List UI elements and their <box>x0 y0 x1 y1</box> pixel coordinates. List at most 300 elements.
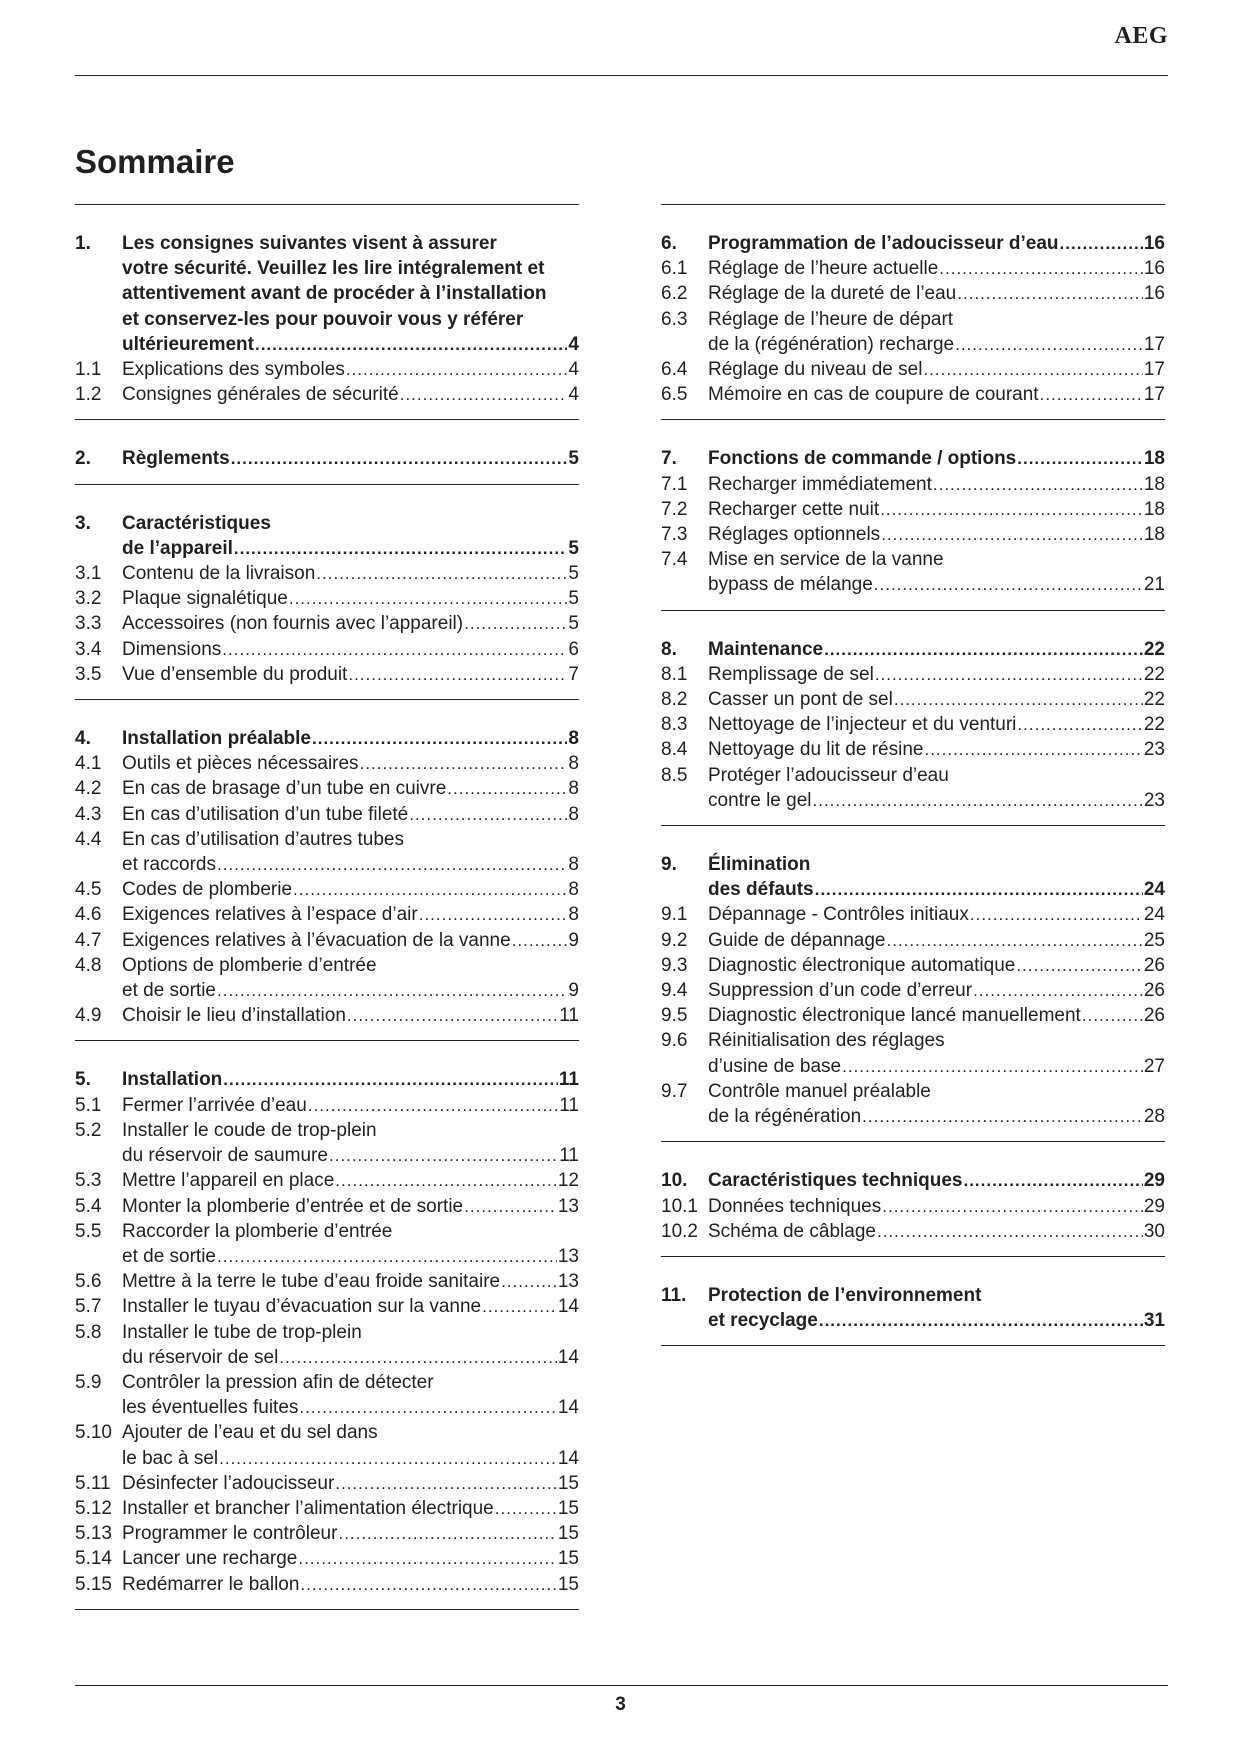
toc-entry-title: Installer le tuyau d’évacuation sur la vanne <box>122 1296 482 1318</box>
toc-chapter-entry[interactable] <box>661 231 1165 256</box>
toc-entry-page: 31 <box>1143 1310 1165 1332</box>
dot-leader <box>447 776 567 801</box>
toc-entry-title-line: Caractéristiques <box>122 512 271 534</box>
dot-leader <box>924 737 1142 762</box>
dot-leader <box>1017 446 1143 471</box>
toc-entry-title: du réservoir de saumure <box>122 1145 328 1167</box>
toc-entry-page: 8 <box>568 879 579 901</box>
toc-entry-page: 15 <box>557 1523 579 1545</box>
dot-leader <box>308 1093 558 1118</box>
dot-leader <box>880 497 1143 522</box>
toc-entry-page: 6 <box>568 638 579 660</box>
toc-entry-page: 8 <box>568 904 579 926</box>
toc-entry-title: et de sortie <box>122 1245 216 1267</box>
dot-leader <box>877 1219 1143 1244</box>
brand-logo: AEG <box>1114 23 1168 49</box>
dot-leader <box>495 1496 557 1521</box>
toc-entry-page: 15 <box>557 1472 579 1494</box>
toc-entry-title: et recyclage <box>708 1310 818 1332</box>
dot-leader <box>400 382 568 407</box>
toc-entry-title: Plaque signalétique <box>122 588 288 610</box>
toc-entry-title: Dépannage - Contrôles initiaux <box>708 904 969 926</box>
toc-entry[interactable] <box>661 978 1165 1003</box>
toc-entry-title: contre le gel <box>708 789 812 811</box>
toc-entry-number: 3.3 <box>75 613 102 635</box>
toc-entry-title: Consignes générales de sécurité <box>122 384 399 406</box>
toc-entry-number: 5.13 <box>75 1523 112 1545</box>
toc-entry-title: les éventuelles fuites <box>122 1397 299 1419</box>
toc-entry-page: 9 <box>568 929 579 951</box>
toc-entry-number: 5.4 <box>75 1195 102 1217</box>
toc-entry-page: 26 <box>1143 1005 1165 1027</box>
toc-entry-title: Guide de dépannage <box>708 929 886 951</box>
toc-entry-title-line: et conservez-les pour pouvoir vous y référer <box>122 308 524 330</box>
toc-entry-page: 26 <box>1143 954 1165 976</box>
dot-leader <box>419 902 568 927</box>
toc-section <box>661 825 1165 1141</box>
toc-entry-page: 11 <box>559 1094 579 1116</box>
toc-section <box>75 1040 579 1609</box>
toc-entry[interactable] <box>661 547 1165 597</box>
toc-entry[interactable] <box>661 953 1165 978</box>
toc-entry-title: et raccords <box>122 854 216 876</box>
dot-leader <box>1040 382 1143 407</box>
dot-leader <box>501 1269 557 1294</box>
toc-entry-title: Dimensions <box>122 638 222 660</box>
toc-entry-title-line: Élimination <box>708 854 811 876</box>
toc-entry[interactable] <box>75 928 579 953</box>
toc-entry[interactable] <box>661 662 1165 687</box>
toc-entry-page: 18 <box>1143 524 1165 546</box>
toc-entry-page: 5 <box>568 588 579 610</box>
dot-leader <box>219 1446 557 1471</box>
toc-entry-page: 4 <box>568 384 579 406</box>
dot-leader <box>255 332 567 357</box>
toc-entry-title: Programmation de l’adoucisseur d’eau <box>708 233 1059 254</box>
toc-chapter-entry[interactable] <box>661 446 1165 471</box>
toc-entry-page: 23 <box>1143 789 1165 811</box>
toc-entry-title: Mettre à la terre le tube d’eau froide sanitaire <box>122 1271 501 1293</box>
toc-entry-page: 24 <box>1143 879 1165 901</box>
toc-entry[interactable] <box>661 281 1165 306</box>
dot-leader <box>881 522 1143 547</box>
toc-entry-number: 6.2 <box>661 283 688 305</box>
toc-section <box>75 699 579 1040</box>
toc-section <box>661 204 1165 419</box>
toc-entry[interactable] <box>75 1521 579 1546</box>
toc-entry-number: 4.7 <box>75 929 102 951</box>
toc-entry[interactable] <box>75 1118 579 1168</box>
toc-entry[interactable] <box>661 1219 1165 1244</box>
toc-entry-page: 18 <box>1143 448 1165 470</box>
toc-entry-number: 4. <box>75 728 91 750</box>
toc-entry-number: 6.4 <box>661 359 688 381</box>
dot-leader <box>973 978 1143 1003</box>
toc-entry[interactable] <box>75 1194 579 1219</box>
toc-entry-page: 8 <box>568 753 579 775</box>
toc-chapter-entry[interactable] <box>75 231 579 357</box>
toc-entry[interactable] <box>661 1028 1165 1078</box>
toc-entry-page: 22 <box>1143 714 1165 736</box>
toc-entry-number: 5.6 <box>75 1271 102 1293</box>
toc-entry-number: 9.3 <box>661 954 688 976</box>
toc-entry[interactable] <box>75 1093 579 1118</box>
toc-entry-number: 5.14 <box>75 1548 112 1570</box>
toc-entry[interactable] <box>661 712 1165 737</box>
toc-entry-title: Accessoires (non fournis avec l’appareil) <box>122 613 464 635</box>
toc-entry[interactable] <box>661 522 1165 547</box>
toc-entry-page: 11 <box>559 1145 579 1167</box>
toc-entry-number: 1.2 <box>75 384 102 406</box>
toc-entry[interactable] <box>75 776 579 801</box>
toc-entry-number: 8.1 <box>661 663 688 685</box>
page-number: 3 <box>615 1694 626 1715</box>
toc-entry-title: Suppression d’un code d’erreur <box>708 980 973 1002</box>
toc-chapter-entry[interactable] <box>661 1283 1165 1333</box>
toc-entry-number: 5.11 <box>75 1472 111 1494</box>
toc-entry-page: 15 <box>557 1548 579 1570</box>
toc-entry-number: 3.1 <box>75 563 102 585</box>
toc-entry-page: 5 <box>568 537 579 559</box>
dot-leader <box>512 928 568 953</box>
dot-leader <box>335 1471 557 1496</box>
toc-entry[interactable] <box>75 611 579 636</box>
toc-entry-page: 22 <box>1143 689 1165 711</box>
toc-entry-page: 27 <box>1143 1055 1165 1077</box>
toc-entry-number: 4.3 <box>75 803 102 825</box>
toc-column-left <box>75 204 579 1610</box>
toc-entry[interactable] <box>75 1003 579 1028</box>
toc-entry-page: 26 <box>1143 980 1165 1002</box>
toc-entry-page: 12 <box>557 1170 579 1192</box>
toc-entry-title-line: attentivement avant de procéder à l’installation <box>122 283 547 305</box>
toc-entry-number: 2. <box>75 448 91 470</box>
toc-entry[interactable] <box>661 1079 1165 1129</box>
toc-entry[interactable] <box>75 1294 579 1319</box>
toc-entry-title: le bac à sel <box>122 1447 219 1469</box>
toc-entry-page: 29 <box>1143 1170 1165 1192</box>
toc-entry-title-line: Mise en service de la vanne <box>708 549 944 571</box>
toc-entry-page: 13 <box>557 1195 579 1217</box>
toc-entry-number: 7.4 <box>661 549 688 571</box>
toc-entry[interactable] <box>75 382 579 407</box>
toc-entry-title: Vue d’ensemble du produit <box>122 663 348 685</box>
dot-leader <box>862 1104 1143 1129</box>
toc-entry[interactable] <box>75 1269 579 1294</box>
toc-entry-title: Explications des symboles <box>122 359 345 381</box>
toc-entry-title: En cas de brasage d’un tube en cuivre <box>122 778 447 800</box>
dot-leader <box>335 1168 557 1193</box>
toc-chapter-entry[interactable] <box>661 637 1165 662</box>
toc-entry-page: 13 <box>557 1271 579 1293</box>
dot-leader <box>234 536 568 561</box>
toc-entry[interactable] <box>661 382 1165 407</box>
toc-entry-number: 9.4 <box>661 980 688 1002</box>
toc-entry-number: 9.6 <box>661 1030 688 1052</box>
dot-leader <box>348 662 567 687</box>
toc-entry-title: de la (régénération) recharge <box>708 333 955 355</box>
toc-entry-page: 18 <box>1143 473 1165 495</box>
toc-entry-title: de l’appareil <box>122 537 233 559</box>
toc-entry-title: Lancer une recharge <box>122 1548 298 1570</box>
toc-entry-title-line: Protéger l’adoucisseur d’eau <box>708 764 949 786</box>
dot-leader <box>887 928 1143 953</box>
toc-entry-number: 3.5 <box>75 663 102 685</box>
toc-entry-page: 15 <box>557 1573 579 1595</box>
toc-entry-number: 10.2 <box>661 1220 698 1242</box>
toc-entry[interactable] <box>661 256 1165 281</box>
toc-entry-title-line: Les consignes suivantes visent à assurer <box>122 233 497 254</box>
toc-entry-page: 22 <box>1143 663 1165 685</box>
toc-entry[interactable] <box>75 902 579 927</box>
toc-entry-page: 16 <box>1143 258 1165 280</box>
toc-entry-page: 14 <box>557 1447 579 1469</box>
toc-entry-title: Fonctions de commande / options <box>708 448 1017 470</box>
dot-leader <box>217 852 567 877</box>
toc-entry-title: Nettoyage de l’injecteur et du venturi <box>708 714 1017 736</box>
toc-entry-number: 3.4 <box>75 638 102 660</box>
toc-entry-number: 8.2 <box>661 689 688 711</box>
toc-section <box>75 204 579 419</box>
toc-entry[interactable] <box>75 1572 579 1597</box>
toc-entry[interactable] <box>75 877 579 902</box>
toc-entry-page: 14 <box>557 1296 579 1318</box>
toc-section <box>661 1256 1165 1346</box>
dot-leader <box>970 902 1143 927</box>
toc-entry-number: 9.2 <box>661 929 688 951</box>
toc-entry-number: 9.5 <box>661 1005 688 1027</box>
toc-entry[interactable] <box>75 1320 579 1370</box>
toc-entry[interactable] <box>75 1471 579 1496</box>
toc-entry-title-line: Raccorder la plomberie d’entrée <box>122 1220 393 1242</box>
toc-entry-number: 5.8 <box>75 1321 102 1343</box>
toc-entry-number: 4.6 <box>75 904 102 926</box>
toc-entry-title: Codes de plomberie <box>122 879 293 901</box>
toc-entry-title: Casser un pont de sel <box>708 689 893 711</box>
toc-entry-title: d’usine de base <box>708 1055 842 1077</box>
toc-entry-title: Contenu de la livraison <box>122 563 316 585</box>
toc-chapter-entry[interactable] <box>75 726 579 751</box>
toc-entry[interactable] <box>661 902 1165 927</box>
toc-entry-number: 8. <box>661 638 677 660</box>
toc-entry-page: 7 <box>568 663 579 685</box>
toc-entry-title: du réservoir de sel <box>122 1346 279 1368</box>
toc-entry-number: 4.5 <box>75 879 102 901</box>
toc-entry-title: bypass de mélange <box>708 574 873 596</box>
toc-entry-page: 14 <box>557 1397 579 1419</box>
toc-entry-page: 8 <box>568 803 579 825</box>
toc-entry-number: 6.5 <box>661 384 688 406</box>
toc-entry-title: et de sortie <box>122 980 216 1002</box>
toc-entry-number: 9.1 <box>661 904 688 926</box>
toc-entry-number: 6.1 <box>661 258 688 280</box>
toc-entry-title: Exigences relatives à l’espace d’air <box>122 904 418 926</box>
toc-entry-title: Installation préalable <box>122 728 311 750</box>
toc-entry-page: 4 <box>568 333 579 355</box>
toc-entry-title: Fermer l’arrivée d’eau <box>122 1094 307 1116</box>
toc-entry-title-line: Contrôler la pression afin de détecter <box>122 1371 434 1393</box>
toc-entry[interactable] <box>661 307 1165 357</box>
toc-entry-title: Recharger cette nuit <box>708 498 880 520</box>
toc-entry-number: 4.1 <box>75 753 102 775</box>
toc-entry-page: 30 <box>1143 1220 1165 1242</box>
dot-leader <box>813 788 1143 813</box>
toc-entry-number: 7. <box>661 448 677 470</box>
dot-leader <box>1060 231 1143 256</box>
toc-entry[interactable] <box>75 751 579 776</box>
dot-leader <box>338 1521 556 1546</box>
toc-entry-number: 8.4 <box>661 739 688 761</box>
toc-entry[interactable] <box>75 953 579 1003</box>
toc-entry-number: 5.1 <box>75 1094 102 1116</box>
toc-entry-number: 5.7 <box>75 1296 102 1318</box>
toc-chapter-entry[interactable] <box>75 446 579 471</box>
toc-entry[interactable] <box>661 497 1165 522</box>
toc-entry[interactable] <box>75 561 579 586</box>
toc-entry-number: 4.2 <box>75 778 102 800</box>
toc-column-right <box>661 204 1165 1346</box>
toc-entry-title-line: Réglage de l’heure de départ <box>708 308 954 330</box>
dot-leader <box>939 256 1143 281</box>
dot-leader <box>217 978 567 1003</box>
dot-leader <box>329 1143 558 1168</box>
toc-entry-title: Mémoire en cas de coupure de courant <box>708 384 1039 406</box>
toc-entry-title: Installer et brancher l’alimentation électrique <box>122 1497 494 1519</box>
dot-leader <box>842 1054 1143 1079</box>
dot-leader <box>316 561 567 586</box>
toc-entry-page: 8 <box>568 854 579 876</box>
toc-entry-title: Schéma de câblage <box>708 1220 876 1242</box>
toc-chapter-entry[interactable] <box>75 511 579 561</box>
toc-entry[interactable] <box>75 1546 579 1571</box>
toc-entry-page: 22 <box>1143 638 1165 660</box>
toc-entry[interactable] <box>661 687 1165 712</box>
toc-entry-title: Exigences relatives à l’évacuation de la vanne <box>122 929 511 951</box>
dot-leader <box>222 637 567 662</box>
toc-entry-number: 3. <box>75 512 91 534</box>
toc-entry-title-line: Installer le tube de trop-plein <box>122 1321 362 1343</box>
toc-entry-page: 21 <box>1143 574 1165 596</box>
toc-entry-page: 5 <box>568 563 579 585</box>
toc-entry-title: Désinfecter l’adoucisseur <box>122 1472 335 1494</box>
toc-entry-page: 18 <box>1143 498 1165 520</box>
toc-entry[interactable] <box>75 586 579 611</box>
toc-entry-number: 5.12 <box>75 1497 112 1519</box>
toc-entry-title: En cas d’utilisation d’un tube fileté <box>122 803 409 825</box>
toc-entry-page: 29 <box>1143 1195 1165 1217</box>
toc-entry-title: Données techniques <box>708 1195 882 1217</box>
dot-leader <box>223 1067 558 1092</box>
toc-entry[interactable] <box>75 1420 579 1470</box>
toc-section <box>661 1141 1165 1256</box>
toc-entry-title: des défauts <box>708 879 814 901</box>
toc-entry[interactable] <box>75 1168 579 1193</box>
toc-entry-number: 3.2 <box>75 588 102 610</box>
toc-entry[interactable] <box>75 662 579 687</box>
toc-entry[interactable] <box>661 928 1165 953</box>
toc-entry[interactable] <box>75 1496 579 1521</box>
toc-entry[interactable] <box>75 637 579 662</box>
toc-chapter-entry[interactable] <box>75 1067 579 1092</box>
toc-entry-title: Règlements <box>122 448 230 470</box>
toc-chapter-entry[interactable] <box>661 852 1165 902</box>
toc-entry[interactable] <box>661 472 1165 497</box>
dot-leader <box>289 586 568 611</box>
toc-entry[interactable] <box>75 827 579 877</box>
toc-entry-number: 4.9 <box>75 1005 102 1027</box>
toc-entry-page: 23 <box>1143 739 1165 761</box>
dot-leader <box>464 1194 557 1219</box>
toc-section <box>75 419 579 483</box>
toc-entry-title: Réglages optionnels <box>708 524 881 546</box>
dot-leader <box>874 572 1143 597</box>
toc-entry-number: 10.1 <box>661 1195 698 1217</box>
toc-entry-page: 17 <box>1143 333 1165 355</box>
dot-leader <box>300 1572 556 1597</box>
dot-leader <box>955 332 1143 357</box>
toc-entry-page: 24 <box>1143 904 1165 926</box>
toc-entry[interactable] <box>75 802 579 827</box>
toc-entry-title-line: votre sécurité. Veuillez les lire intégralement et <box>122 258 545 280</box>
toc-entry-title-line: Options de plomberie d’entrée <box>122 954 377 976</box>
dot-leader <box>346 357 568 382</box>
toc-entry-page: 11 <box>558 1069 579 1091</box>
toc-entry[interactable] <box>75 357 579 382</box>
toc-entry-number: 6. <box>661 233 677 254</box>
toc-entry-title: ultérieurement <box>122 333 254 355</box>
toc-entry-title: Caractéristiques techniques <box>708 1170 963 1192</box>
toc-entry[interactable] <box>75 1219 579 1269</box>
toc-entry-page: 4 <box>568 359 579 381</box>
dot-leader <box>957 281 1143 306</box>
toc-entry-title: Outils et pièces nécessaires <box>122 753 359 775</box>
toc-entry-number: 5.5 <box>75 1220 102 1242</box>
toc-entry-title: Réglage du niveau de sel <box>708 359 923 381</box>
dot-leader <box>298 1546 557 1571</box>
dot-leader <box>933 472 1143 497</box>
toc-entry-page: 15 <box>557 1497 579 1519</box>
toc-entry-title: Redémarrer le ballon <box>122 1573 300 1595</box>
toc-entry-page: 9 <box>568 980 579 1002</box>
dot-leader <box>464 611 567 636</box>
dot-leader <box>894 687 1143 712</box>
toc-entry-number: 1.1 <box>75 359 102 381</box>
toc-entry-number: 1. <box>75 233 91 254</box>
toc-chapter-entry[interactable] <box>661 1168 1165 1193</box>
dot-leader <box>299 1395 556 1420</box>
toc-entry[interactable] <box>661 763 1165 813</box>
toc-entry[interactable] <box>75 1370 579 1420</box>
toc-section <box>661 419 1165 609</box>
toc-entry[interactable] <box>661 357 1165 382</box>
dot-leader <box>923 357 1142 382</box>
toc-entry-number: 9. <box>661 854 677 876</box>
toc-entry[interactable] <box>661 737 1165 762</box>
dot-leader <box>482 1294 557 1319</box>
toc-entry-page: 13 <box>557 1245 579 1267</box>
toc-entry-number: 4.4 <box>75 828 102 850</box>
dot-leader <box>963 1168 1142 1193</box>
toc-entry-title: Réglage de la dureté de l’eau <box>708 283 957 305</box>
toc-entry-number: 5.3 <box>75 1170 102 1192</box>
toc-entry-title: Monter la plomberie d’entrée et de sortie <box>122 1195 464 1217</box>
toc-entry-page: 8 <box>568 728 579 750</box>
dot-leader <box>819 1308 1143 1333</box>
dot-leader <box>279 1345 557 1370</box>
toc-entry[interactable] <box>661 1194 1165 1219</box>
toc-entry-title: Diagnostic électronique lancé manuellement <box>708 1005 1081 1027</box>
toc-entry[interactable] <box>661 1003 1165 1028</box>
